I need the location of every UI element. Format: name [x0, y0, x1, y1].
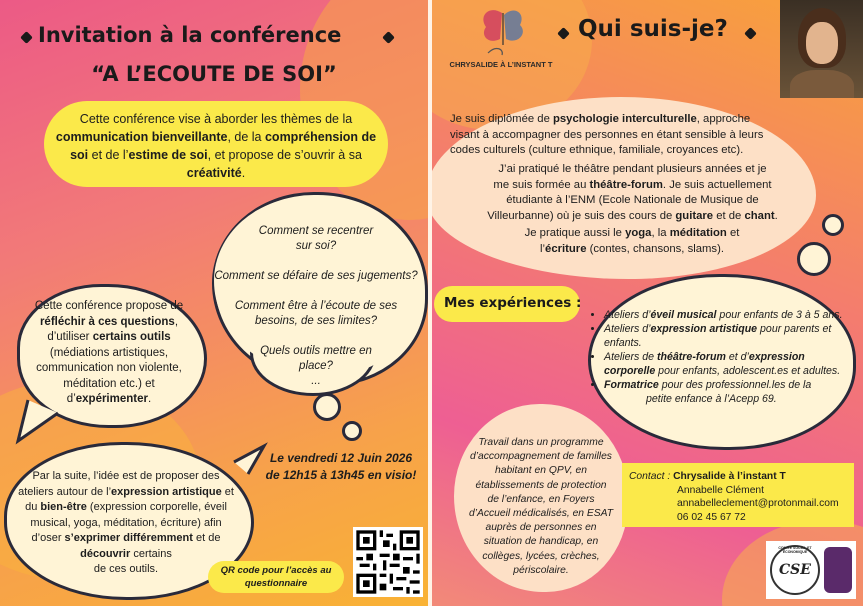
qr-caption: QR code pour l’accès au questionnaire [220, 565, 332, 589]
butterfly-logo-icon [474, 5, 530, 59]
bullet-diamond-icon [20, 31, 33, 44]
bio-text: Je suis diplômée de psychologie interculturelle, approche visant à accompagner des personnes en étant sensible à leurs codes culturels (culture ethnique, familiale, croyances etc). [450, 113, 764, 156]
conference-name: “A L’ECOUTE DE SOI” [91, 62, 337, 86]
qr-code-icon [353, 527, 423, 597]
experience-item: • Formatrice pour des professionnel.les de la petite enfance à l’Acepp 69. [604, 378, 863, 406]
cse-emblem-icon [824, 547, 852, 593]
cse-ring-text: COMITÉ SOCIAL ET ÉCONOMIQUE [778, 546, 812, 554]
bio-theatre: J’ai pratiqué le théâtre pendant plusieurs années et je me suis formée au théâtre-forum. Je suis actuellement étudiante à l’ENM (Ecole Nationale de Musique de Villeurbanne) où je suis des cours de guitare et de chant. [487, 163, 778, 222]
proposal-text: Cette conférence propose de réfléchir à ces questions, d’utiliser certains outils (médiations artistiques, communication non violente, méditation etc.) et d’expérimenter. [34, 300, 184, 405]
intro-text: Cette conférence vise à aborder les thèmes de la communication bienveillante, de la compréhension de soi et de l’estime de soi, et propose de s’ouvrir à sa créativité. [55, 112, 377, 180]
bullet-diamond-icon [744, 27, 757, 40]
face-shape [806, 22, 838, 64]
invitation-title: Invitation à la conférence [38, 23, 342, 47]
experiences-list [590, 308, 863, 406]
about-title: Qui suis-je? [578, 16, 728, 42]
experiences-label: Mes expériences : [444, 295, 582, 311]
contact-block: Contact : Chrysalide à l’instant T Annabelle Clément annabelleclement@protonmail.com 06 02 45 67 72 [629, 471, 839, 523]
thought-dot [797, 242, 831, 276]
brand-name: CHRYSALIDE À L’INSTANT T [449, 60, 553, 69]
qr-code[interactable] [353, 527, 423, 597]
cse-letters: CSE [779, 562, 811, 578]
thought-dot [822, 214, 844, 236]
event-date: Le vendredi 12 Juin 2026 de 12h15 à 13h45 en visio! [265, 451, 417, 482]
left-panel [0, 0, 428, 606]
right-panel [432, 0, 863, 606]
experience-item: • Ateliers de théâtre-forum et d’expression corporelle pour enfants, adolescent.es et adultes. [604, 350, 863, 378]
bio-practice: Je pratique aussi le yoga, la méditation et l’écriture (contes, chansons, slams). [524, 227, 740, 255]
workshops-text: Par la suite, l’idée est de proposer des ateliers autour de l’expression artistique et du bien-être (expression corporelle, éveil musical, yoga, méditation, écriture) afin d’oser s’exprimer différemment et de découvrir certains de ces outils. [18, 470, 234, 575]
work-text: Travail dans un programme d’accompagnement de familles habitant en QPV, en établissements de protection de l’enfance, en Foyers d’Accueil médicalisés, en ESAT auprès de personnes en situation de handicap, en collèges, lycées, crèches, périscolaire. [468, 437, 614, 576]
contact-email[interactable]: annabelleclement@protonmail.com [677, 498, 839, 509]
shoulders-shape [790, 70, 854, 98]
thought-dot [313, 393, 341, 421]
contact-name: Annabelle Clément [677, 484, 765, 496]
portrait-photo [780, 0, 863, 98]
experience-item: • Ateliers d’éveil musical pour enfants de 3 à 5 ans. [604, 308, 863, 322]
questions-text: Comment se recentrer sur soi? Comment se défaire de ses jugements? Comment être à l’écoute de ses besoins, de ses limites? Quels outils mettre en place? ... [214, 225, 418, 387]
contact-phone[interactable]: 06 02 45 67 72 [677, 511, 746, 523]
cse-logo [766, 541, 856, 599]
thought-dot [342, 421, 362, 441]
experience-item: • Ateliers d’expression artistique pour parents et enfants. [604, 322, 863, 350]
